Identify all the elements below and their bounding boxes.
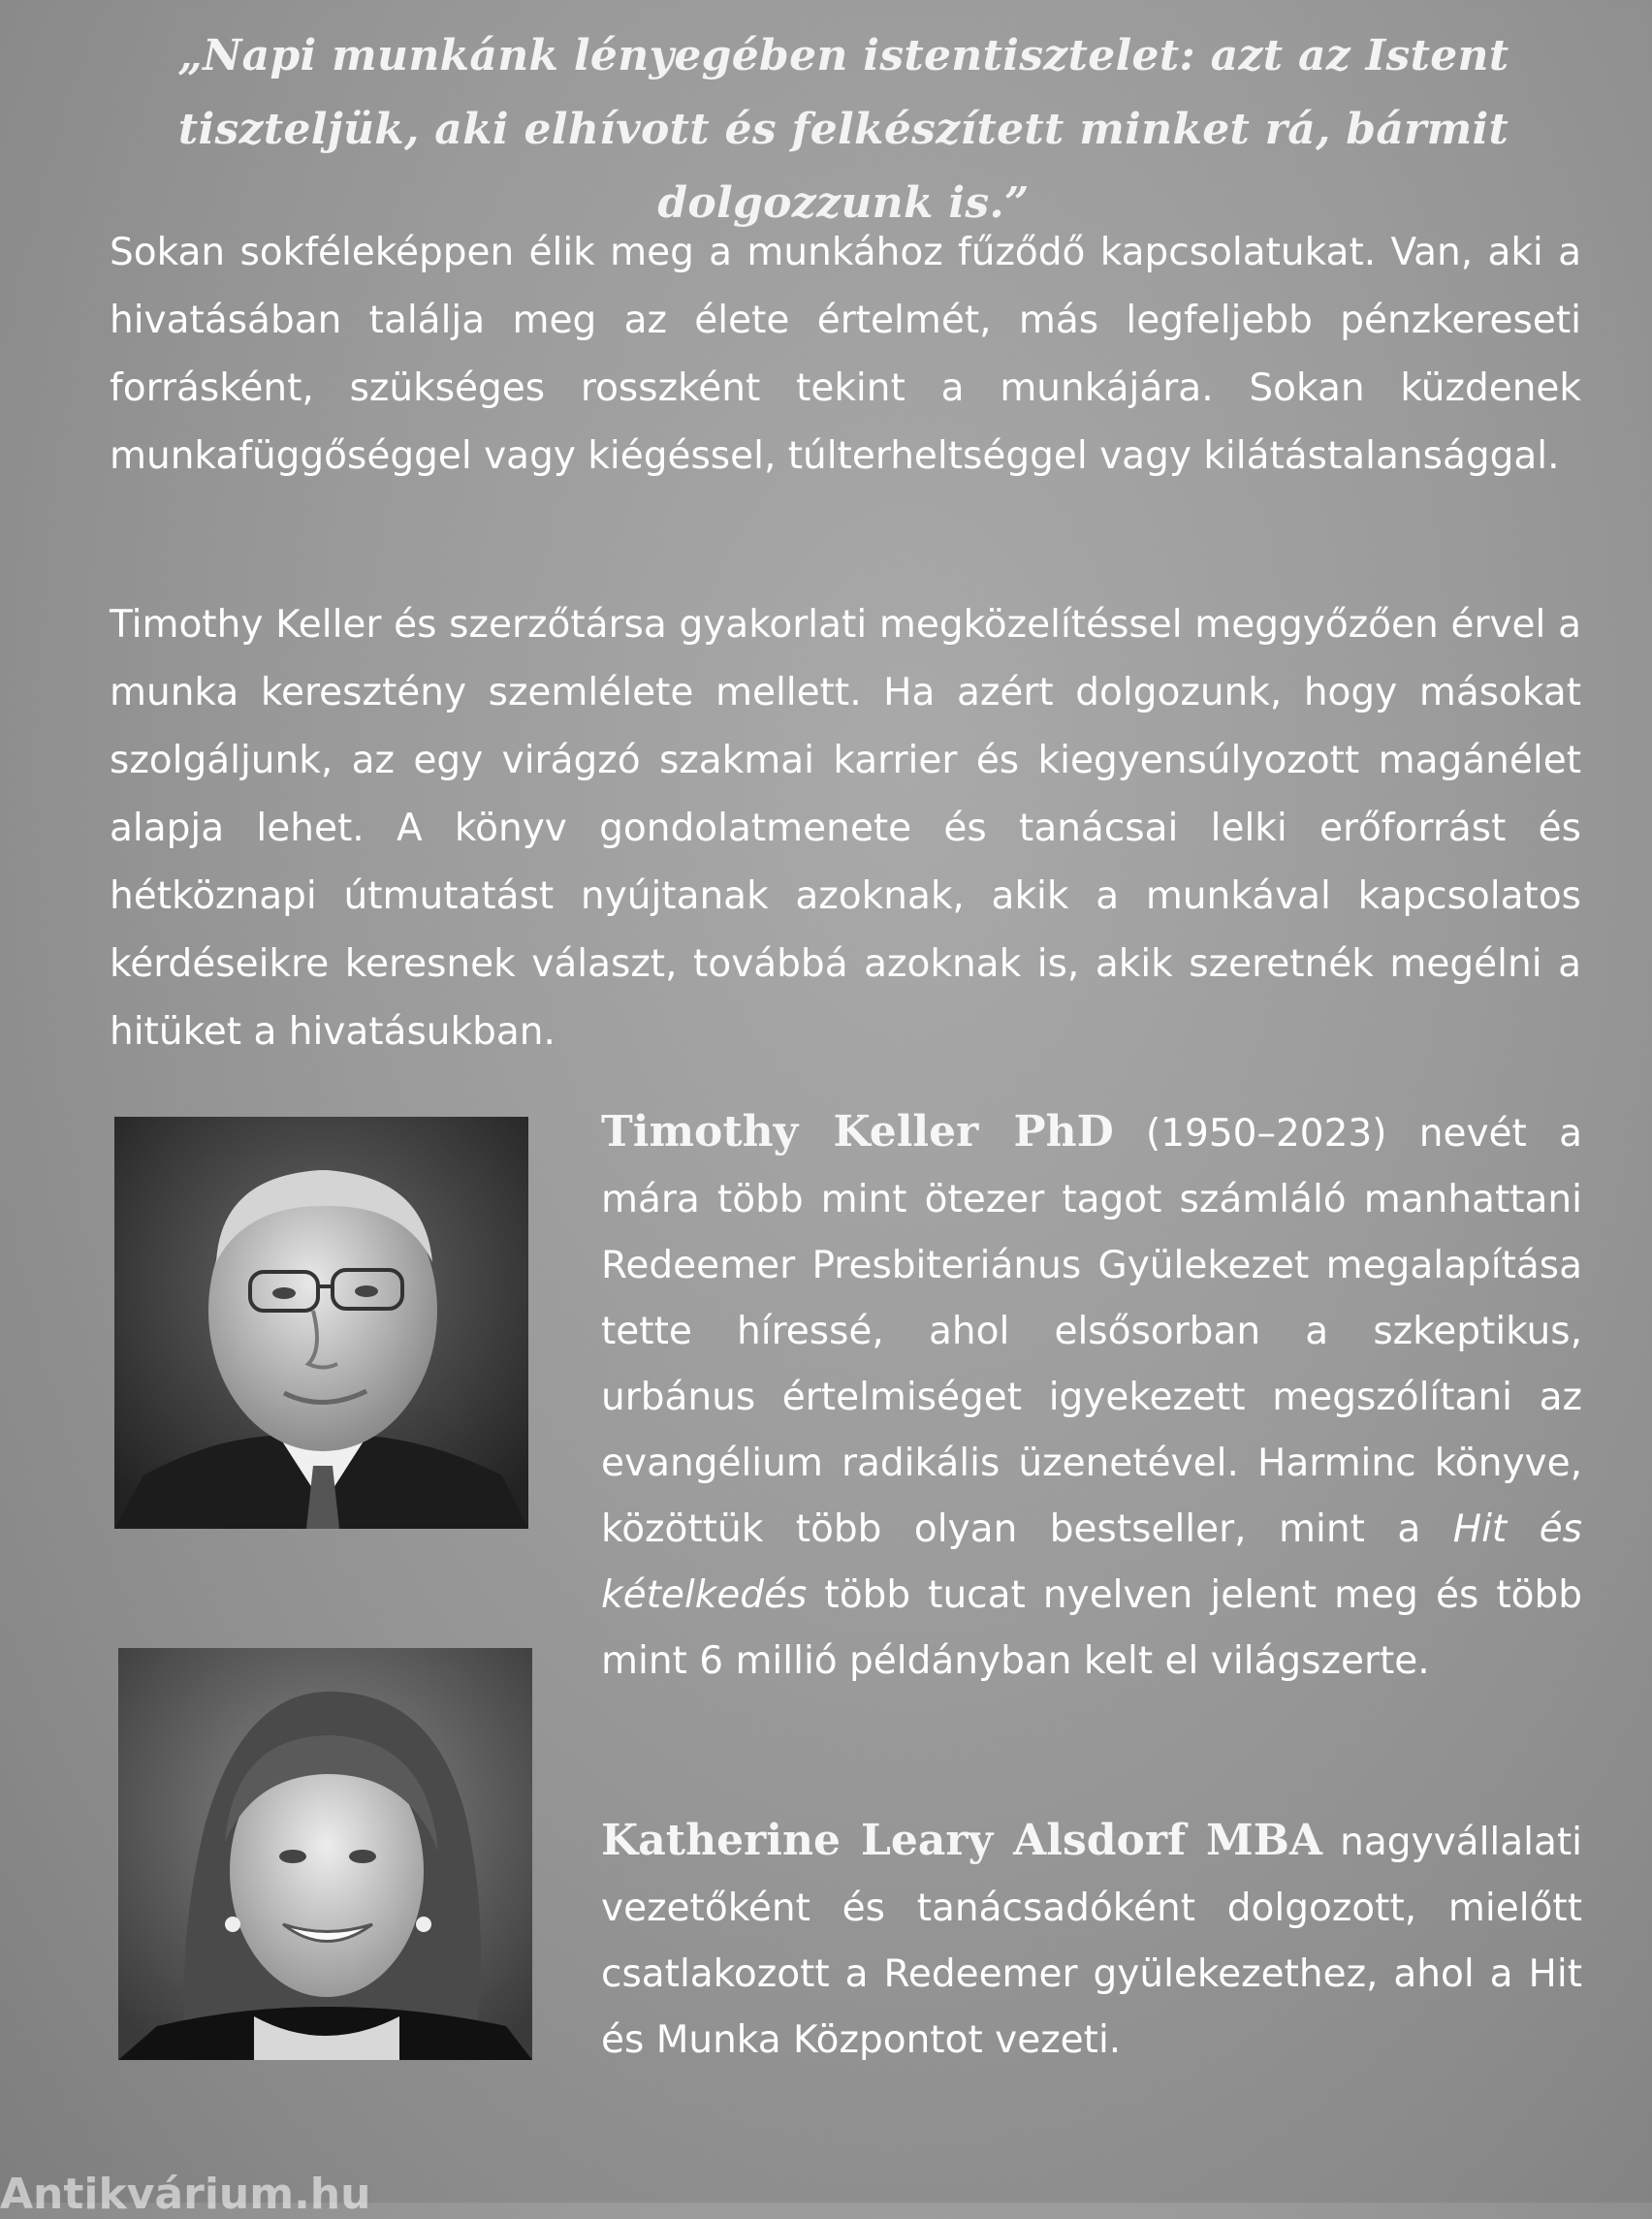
- author-bio-alsdorf-text: nagyvállalati vezetőként és tanácsadóként dolgozott, mielőtt csatlakozott a Redeemer gyülekezethez, ahol a Hit és Munka Központot vezeti.: [601, 1821, 1582, 2062]
- description-paragraph-1: Sokan sokféleképpen élik meg a munkához fűződő kapcsolatukat. Van, aki a hivatásában találja meg az élete értelmét, más legfeljebb pénzkereseti forrásként, szükséges rosszként tekint a munkájára. Sokan küzdenek munkafüggőséggel vagy kiégéssel, túlterheltséggel vagy kilátástalansággal.: [110, 231, 1581, 478]
- author-photo-alsdorf: [118, 1648, 532, 2060]
- cover-quote: „Napi munkánk lényegében istentisztelet: azt az Istent tiszteljük, aki elhívott és felkészített minket rá, bármit dolgozzunk is.”: [177, 31, 1509, 228]
- author-bio-keller: [601, 1099, 1582, 1695]
- watermark: Antikvárium.hu: [0, 2170, 371, 2219]
- book-title: Hit és kételkedés: [601, 1507, 1583, 1617]
- description-paragraph-2: Timothy Keller és szerzőtársa gyakorlati megközelítéssel meggyőzően érvel a munka keresztény szemlélete mellett. Ha azért dolgozunk, hogy másokat szolgáljunk, az egy virágzó szakmai karrier és kiegyensúlyozott magánélet alapja lehet. A könyv gondolatmenete és tanácsai lelki erőforrást és hétköznapi útmutatást nyújtanak azoknak, akik a munkával kapcsolatos kérdéseikre keresnek választ, továbbá azoknak is, akik szeretnék megélni a hitüket a hivatásukban.: [110, 603, 1581, 1054]
- author-name-keller: Timothy Keller PhD: [601, 1107, 1114, 1157]
- author-bio-keller-text-2: több tucat nyelven jelent meg és több mint 6 millió példányban kelt el világszerte.: [601, 1573, 1582, 1683]
- author-bio-keller-text-1: (1950–2023) nevét a mára több mint ötezer tagot számláló manhattani Redeemer Presbiteriánus Gyülekezet megalapítása tette híressé, ahol elsősorban a szkeptikus, urbánus értelmiséget igyekezett megszólítani az evangélium radikális üzenetével. Harminc könyve, közöttük több olyan bestseller, mint a: [601, 1112, 1582, 1551]
- author-photo-keller: [114, 1117, 528, 1529]
- author-name-alsdorf: Katherine Leary Alsdorf MBA: [601, 1816, 1323, 1865]
- author-bio-alsdorf: [601, 1808, 1582, 2074]
